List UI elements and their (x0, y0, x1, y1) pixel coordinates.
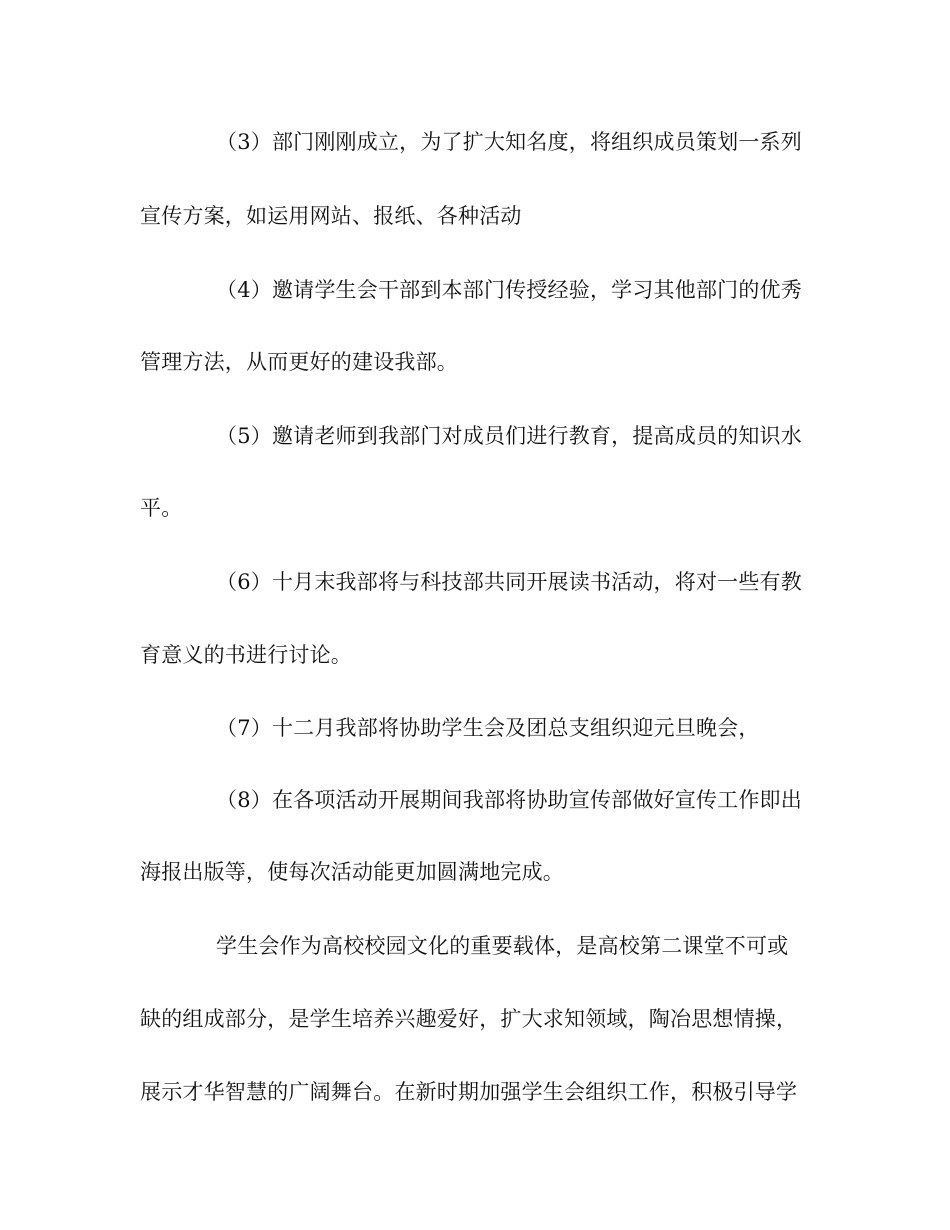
item-4-line-2: 管理方法，从而更好的建设我部。 (140, 350, 458, 374)
item-5-line-2: 平。 (140, 496, 183, 520)
item-8-line-2: 海报出版等，使每次活动能更加圆满地完成。 (140, 860, 564, 884)
item-3-line-1: （3）部门刚刚成立，为了扩大知名度，将组织成员策划一系列 (216, 130, 802, 154)
item-6-line-1: （6）十月末我部将与科技部共同开展读书活动，将对一些有教 (216, 570, 802, 594)
item-8-line-1: （8）在各项活动开展期间我部将协助宣传部做好宣传工作即出 (216, 788, 802, 812)
item-6-line-2: 育意义的书进行讨论。 (140, 643, 352, 667)
item-3-line-2: 宣传方案，如运用网站、报纸、各种活动 (140, 204, 522, 228)
item-7-line-1: （7）十二月我部将协助学生会及团总支组织迎元旦晚会， (216, 716, 760, 740)
item-5-line-1: （5）邀请老师到我部门对成员们进行教育，提高成员的知识水 (216, 424, 802, 448)
item-4-line-1: （4）邀请学生会干部到本部门传授经验，学习其他部门的优秀 (216, 278, 802, 302)
paragraph-line-2: 缺的组成部分，是学生培养兴趣爱好，扩大求知领域，陶冶思想情操， (140, 1007, 798, 1031)
paragraph-line-3: 展示才华智慧的广阔舞台。在新时期加强学生会组织工作，积极引导学 (140, 1080, 798, 1104)
paragraph-line-1: 学生会作为高校校园文化的重要载体，是高校第二课堂不可或 (216, 934, 789, 958)
